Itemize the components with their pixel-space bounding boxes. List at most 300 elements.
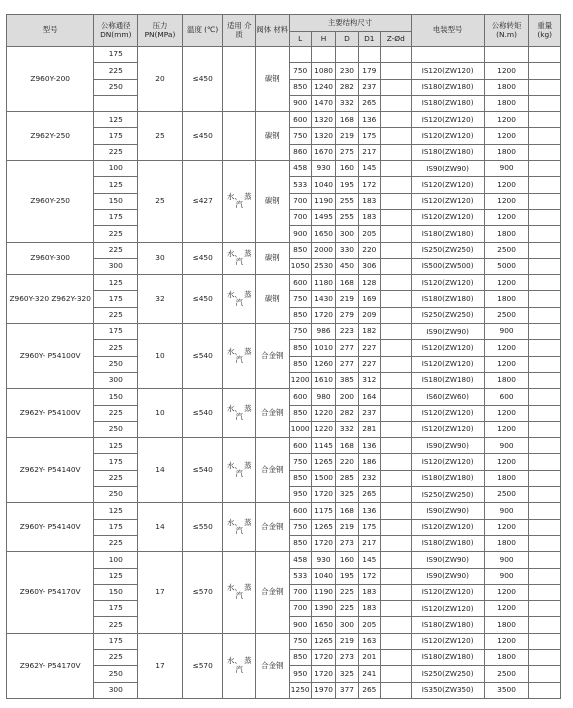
- medium-cell: 水、 蒸汽: [223, 503, 256, 552]
- dim-H-cell: 1010: [311, 340, 335, 356]
- dim-H-cell: 1670: [311, 144, 335, 160]
- dim-H-cell: 1040: [311, 568, 335, 584]
- dim-Z-cell: [381, 275, 412, 291]
- medium-cell: [223, 47, 256, 112]
- torque-cell: 2500: [484, 307, 529, 323]
- weight-cell: [529, 291, 561, 307]
- torque-cell: 900: [484, 552, 529, 568]
- dim-H-cell: 930: [311, 552, 335, 568]
- dim-L-cell: 900: [289, 95, 311, 111]
- model-cell: Z960Y-250: [7, 161, 94, 242]
- dim-Z-cell: [381, 421, 412, 437]
- dim-L-cell: 600: [289, 438, 311, 454]
- pn-cell: 10: [138, 389, 183, 438]
- dim-D1-cell: 201: [358, 649, 380, 665]
- col-header-Z: Z-Ød: [381, 32, 412, 47]
- dim-Z-cell: [381, 161, 412, 177]
- pn-cell: 30: [138, 242, 183, 275]
- dim-H-cell: 1145: [311, 438, 335, 454]
- table-row: [7, 552, 561, 568]
- material-cell: 合金钢: [256, 633, 290, 698]
- weight-cell: [529, 535, 561, 551]
- dn-cell: 225: [94, 649, 138, 665]
- torque-cell: 1200: [484, 519, 529, 535]
- model-cell: Z960Y- P54100V: [7, 324, 94, 389]
- pn-cell: 20: [138, 47, 183, 112]
- actuator-cell: IS180(ZW180): [411, 649, 484, 665]
- weight-cell: [529, 258, 561, 274]
- dim-Z-cell: [381, 682, 412, 698]
- medium-cell: 水、 蒸汽: [223, 633, 256, 698]
- dim-Z-cell: [381, 307, 412, 323]
- weight-cell: [529, 307, 561, 323]
- dim-D-cell: 225: [336, 584, 358, 600]
- dim-H-cell: 1180: [311, 275, 335, 291]
- weight-cell: [529, 275, 561, 291]
- weight-cell: [529, 470, 561, 486]
- dim-Z-cell: [381, 356, 412, 372]
- dim-D-cell: 195: [336, 568, 358, 584]
- col-header-L: L: [289, 32, 311, 47]
- dim-D-cell: 255: [336, 209, 358, 225]
- dn-cell: 150: [94, 584, 138, 600]
- dim-Z-cell: [381, 193, 412, 209]
- dim-Z-cell: [381, 226, 412, 242]
- weight-cell: [529, 226, 561, 242]
- model-cell: Z962Y- P54100V: [7, 389, 94, 438]
- actuator-cell: IS120(ZW120): [411, 275, 484, 291]
- col-header-pn: 压力 PN(MPa): [138, 15, 183, 47]
- torque-cell: 1200: [484, 405, 529, 421]
- dim-L-cell: 850: [289, 79, 311, 95]
- dim-D1-cell: 145: [358, 161, 380, 177]
- actuator-cell: IS90(ZW90): [411, 568, 484, 584]
- dim-L-cell: 950: [289, 666, 311, 682]
- dim-D-cell: 300: [336, 617, 358, 633]
- dim-Z-cell: [381, 63, 412, 79]
- dim-D1-cell: 237: [358, 405, 380, 421]
- dim-H-cell: 1220: [311, 421, 335, 437]
- dim-D-cell: 223: [336, 324, 358, 340]
- dn-cell: 175: [94, 324, 138, 340]
- dim-L-cell: 1050: [289, 258, 311, 274]
- dn-cell: [94, 95, 138, 111]
- model-cell: Z962Y-250: [7, 112, 94, 161]
- dim-D-cell: 300: [336, 226, 358, 242]
- dim-Z-cell: [381, 95, 412, 111]
- temp-cell: ≤540: [182, 324, 223, 389]
- dim-L-cell: 750: [289, 128, 311, 144]
- temp-cell: ≤550: [182, 503, 223, 552]
- torque-cell: 1200: [484, 584, 529, 600]
- dim-H-cell: 1265: [311, 633, 335, 649]
- table-body: [7, 47, 561, 699]
- weight-cell: [529, 79, 561, 95]
- torque-cell: 5000: [484, 258, 529, 274]
- dim-Z-cell: [381, 405, 412, 421]
- col-header-temp: 温度 (℃): [182, 15, 223, 47]
- spec-table-container: [6, 14, 561, 699]
- actuator-cell: IS120(ZW120): [411, 633, 484, 649]
- dim-D1-cell: 175: [358, 519, 380, 535]
- dim-Z-cell: [381, 324, 412, 340]
- torque-cell: 1200: [484, 275, 529, 291]
- dn-cell: 225: [94, 340, 138, 356]
- table-row: [7, 324, 561, 340]
- actuator-cell: IS500(ZW500): [411, 258, 484, 274]
- temp-cell: ≤450: [182, 242, 223, 275]
- dim-Z-cell: [381, 519, 412, 535]
- torque-cell: 1200: [484, 177, 529, 193]
- actuator-cell: IS180(ZW180): [411, 226, 484, 242]
- dim-H-cell: 1610: [311, 372, 335, 388]
- col-header-D: D: [336, 32, 358, 47]
- dim-Z-cell: [381, 617, 412, 633]
- dim-D-cell: [336, 47, 358, 63]
- dim-H-cell: 1220: [311, 405, 335, 421]
- dim-Z-cell: [381, 144, 412, 160]
- dn-cell: 225: [94, 470, 138, 486]
- dim-H-cell: 1320: [311, 128, 335, 144]
- dim-L-cell: 458: [289, 161, 311, 177]
- dim-D-cell: 330: [336, 242, 358, 258]
- dim-L-cell: 1200: [289, 372, 311, 388]
- dim-D1-cell: 306: [358, 258, 380, 274]
- dim-L-cell: 850: [289, 649, 311, 665]
- dim-Z-cell: [381, 258, 412, 274]
- torque-cell: 1800: [484, 649, 529, 665]
- dim-D1-cell: 136: [358, 503, 380, 519]
- torque-cell: 1200: [484, 209, 529, 225]
- dim-D-cell: 160: [336, 161, 358, 177]
- dim-L-cell: 600: [289, 503, 311, 519]
- material-cell: 合金钢: [256, 324, 290, 389]
- dn-cell: 175: [94, 47, 138, 63]
- torque-cell: 1200: [484, 356, 529, 372]
- dim-H-cell: 1265: [311, 519, 335, 535]
- actuator-cell: IS120(ZW120): [411, 421, 484, 437]
- actuator-cell: IS350(ZW350): [411, 682, 484, 698]
- dim-D1-cell: 179: [358, 63, 380, 79]
- dn-cell: 250: [94, 666, 138, 682]
- dim-D1-cell: 227: [358, 340, 380, 356]
- table-row: [7, 438, 561, 454]
- model-cell: Z960Y- P54140V: [7, 503, 94, 552]
- dn-cell: 175: [94, 209, 138, 225]
- actuator-cell: IS120(ZW120): [411, 340, 484, 356]
- medium-cell: 水、 蒸汽: [223, 324, 256, 389]
- dim-L-cell: 850: [289, 307, 311, 323]
- actuator-cell: IS180(ZW180): [411, 144, 484, 160]
- torque-cell: 1200: [484, 340, 529, 356]
- dim-D-cell: 219: [336, 519, 358, 535]
- dim-D1-cell: 172: [358, 177, 380, 193]
- dim-D-cell: 219: [336, 128, 358, 144]
- torque-cell: 1800: [484, 95, 529, 111]
- dim-Z-cell: [381, 503, 412, 519]
- medium-cell: 水、 蒸汽: [223, 242, 256, 275]
- weight-cell: [529, 666, 561, 682]
- dim-H-cell: 1390: [311, 601, 335, 617]
- dim-Z-cell: [381, 112, 412, 128]
- dim-D-cell: 168: [336, 503, 358, 519]
- dim-L-cell: 900: [289, 617, 311, 633]
- dim-H-cell: 1430: [311, 291, 335, 307]
- dim-D-cell: 219: [336, 633, 358, 649]
- dim-D1-cell: 237: [358, 79, 380, 95]
- table-header: [7, 15, 561, 47]
- dim-L-cell: 850: [289, 356, 311, 372]
- dim-D-cell: 332: [336, 95, 358, 111]
- dim-L-cell: 700: [289, 209, 311, 225]
- dim-H-cell: 1720: [311, 649, 335, 665]
- dim-D-cell: 450: [336, 258, 358, 274]
- dim-D-cell: 275: [336, 144, 358, 160]
- dim-Z-cell: [381, 438, 412, 454]
- dim-L-cell: 458: [289, 552, 311, 568]
- weight-cell: [529, 584, 561, 600]
- pn-cell: 17: [138, 633, 183, 698]
- dim-D1-cell: [358, 47, 380, 63]
- dim-D-cell: 219: [336, 291, 358, 307]
- dn-cell: 225: [94, 307, 138, 323]
- dim-D-cell: 220: [336, 454, 358, 470]
- dim-D1-cell: 163: [358, 633, 380, 649]
- dn-cell: 300: [94, 682, 138, 698]
- dim-D-cell: 225: [336, 601, 358, 617]
- pn-cell: 25: [138, 112, 183, 161]
- dim-H-cell: 1500: [311, 470, 335, 486]
- dim-D1-cell: 209: [358, 307, 380, 323]
- dim-H-cell: 1970: [311, 682, 335, 698]
- medium-cell: 水、 蒸汽: [223, 161, 256, 242]
- medium-cell: 水、 蒸汽: [223, 275, 256, 324]
- torque-cell: 1200: [484, 454, 529, 470]
- actuator-cell: IS180(ZW180): [411, 291, 484, 307]
- header-row-1: [7, 15, 561, 32]
- torque-cell: 1200: [484, 601, 529, 617]
- torque-cell: 1800: [484, 372, 529, 388]
- dim-D1-cell: 183: [358, 193, 380, 209]
- dim-D1-cell: 186: [358, 454, 380, 470]
- actuator-cell: IS180(ZW180): [411, 470, 484, 486]
- dim-H-cell: 1720: [311, 307, 335, 323]
- temp-cell: ≤570: [182, 552, 223, 633]
- torque-cell: 1200: [484, 128, 529, 144]
- dim-Z-cell: [381, 209, 412, 225]
- dim-D1-cell: 183: [358, 209, 380, 225]
- dim-D1-cell: 205: [358, 617, 380, 633]
- pn-cell: 32: [138, 275, 183, 324]
- temp-cell: ≤427: [182, 161, 223, 242]
- dim-D1-cell: 164: [358, 389, 380, 405]
- material-cell: 碳钢: [256, 275, 290, 324]
- dn-cell: 125: [94, 568, 138, 584]
- torque-cell: 1200: [484, 421, 529, 437]
- material-cell: 合金钢: [256, 503, 290, 552]
- dn-cell: 250: [94, 79, 138, 95]
- dim-Z-cell: [381, 291, 412, 307]
- torque-cell: 900: [484, 503, 529, 519]
- dim-H-cell: 1260: [311, 356, 335, 372]
- dim-D1-cell: 205: [358, 226, 380, 242]
- dim-Z-cell: [381, 177, 412, 193]
- dim-Z-cell: [381, 535, 412, 551]
- actuator-cell: IS250(ZW250): [411, 307, 484, 323]
- dn-cell: 225: [94, 405, 138, 421]
- torque-cell: [484, 47, 529, 63]
- torque-cell: 900: [484, 568, 529, 584]
- dim-D1-cell: 281: [358, 421, 380, 437]
- dim-Z-cell: [381, 128, 412, 144]
- dim-D-cell: 273: [336, 535, 358, 551]
- col-header-H: H: [311, 32, 335, 47]
- col-header-D1: D1: [358, 32, 380, 47]
- dim-D1-cell: 232: [358, 470, 380, 486]
- torque-cell: 2500: [484, 242, 529, 258]
- dim-H-cell: 1495: [311, 209, 335, 225]
- dim-D-cell: 200: [336, 389, 358, 405]
- torque-cell: 2500: [484, 666, 529, 682]
- weight-cell: [529, 617, 561, 633]
- weight-cell: [529, 568, 561, 584]
- actuator-cell: IS60(ZW60): [411, 389, 484, 405]
- dim-L-cell: 533: [289, 177, 311, 193]
- actuator-cell: IS90(ZW90): [411, 503, 484, 519]
- torque-cell: 1200: [484, 633, 529, 649]
- weight-cell: [529, 438, 561, 454]
- dim-H-cell: 1650: [311, 226, 335, 242]
- actuator-cell: IS180(ZW180): [411, 617, 484, 633]
- material-cell: 碳钢: [256, 47, 290, 112]
- actuator-cell: IS90(ZW90): [411, 161, 484, 177]
- dim-D1-cell: 183: [358, 601, 380, 617]
- dn-cell: 125: [94, 438, 138, 454]
- dim-L-cell: 750: [289, 324, 311, 340]
- dn-cell: 175: [94, 291, 138, 307]
- weight-cell: [529, 63, 561, 79]
- model-cell: Z960Y-200: [7, 47, 94, 112]
- weight-cell: [529, 649, 561, 665]
- dn-cell: 225: [94, 63, 138, 79]
- dn-cell: 125: [94, 503, 138, 519]
- dn-cell: 225: [94, 242, 138, 258]
- model-cell: Z960Y- P54170V: [7, 552, 94, 633]
- dn-cell: 250: [94, 487, 138, 503]
- torque-cell: 900: [484, 438, 529, 454]
- weight-cell: [529, 242, 561, 258]
- weight-cell: [529, 356, 561, 372]
- material-cell: 合金钢: [256, 552, 290, 633]
- weight-cell: [529, 95, 561, 111]
- dim-H-cell: 1320: [311, 112, 335, 128]
- torque-cell: 1200: [484, 63, 529, 79]
- torque-cell: 1800: [484, 144, 529, 160]
- dim-D1-cell: 227: [358, 356, 380, 372]
- weight-cell: [529, 601, 561, 617]
- dim-L-cell: 700: [289, 193, 311, 209]
- temp-cell: ≤570: [182, 633, 223, 698]
- dim-Z-cell: [381, 340, 412, 356]
- dim-D1-cell: 312: [358, 372, 380, 388]
- dim-L-cell: 750: [289, 63, 311, 79]
- weight-cell: [529, 519, 561, 535]
- weight-cell: [529, 128, 561, 144]
- table-row: [7, 503, 561, 519]
- weight-cell: [529, 209, 561, 225]
- dim-D-cell: 195: [336, 177, 358, 193]
- dim-D1-cell: 145: [358, 552, 380, 568]
- actuator-cell: IS120(ZW120): [411, 454, 484, 470]
- dim-H-cell: 1720: [311, 487, 335, 503]
- dim-L-cell: 850: [289, 405, 311, 421]
- dim-H-cell: 1720: [311, 666, 335, 682]
- dim-D1-cell: 128: [358, 275, 380, 291]
- dim-H-cell: 1190: [311, 584, 335, 600]
- torque-cell: 1800: [484, 291, 529, 307]
- dim-L-cell: 750: [289, 633, 311, 649]
- dim-H-cell: 1720: [311, 535, 335, 551]
- dim-D-cell: 230: [336, 63, 358, 79]
- model-cell: Z962Y- P54140V: [7, 438, 94, 503]
- material-cell: 合金钢: [256, 389, 290, 438]
- dim-L-cell: 600: [289, 112, 311, 128]
- dim-D-cell: 377: [336, 682, 358, 698]
- dn-cell: 225: [94, 535, 138, 551]
- dim-L-cell: 850: [289, 340, 311, 356]
- weight-cell: [529, 682, 561, 698]
- temp-cell: ≤540: [182, 438, 223, 503]
- dn-cell: 150: [94, 193, 138, 209]
- actuator-cell: IS180(ZW180): [411, 535, 484, 551]
- table-row: [7, 112, 561, 128]
- col-header-dims-group: 主要结构尺寸: [289, 15, 411, 32]
- col-header-medium: 适用 介质: [223, 15, 256, 47]
- material-cell: 碳钢: [256, 161, 290, 242]
- dim-H-cell: 1040: [311, 177, 335, 193]
- actuator-cell: IS120(ZW120): [411, 405, 484, 421]
- actuator-cell: IS120(ZW120): [411, 209, 484, 225]
- actuator-cell: IS120(ZW120): [411, 584, 484, 600]
- dim-D1-cell: 241: [358, 666, 380, 682]
- weight-cell: [529, 421, 561, 437]
- dim-D-cell: 277: [336, 356, 358, 372]
- dn-cell: 175: [94, 454, 138, 470]
- dn-cell: 175: [94, 519, 138, 535]
- dim-Z-cell: [381, 454, 412, 470]
- material-cell: 合金钢: [256, 438, 290, 503]
- dn-cell: 125: [94, 112, 138, 128]
- dim-D-cell: 282: [336, 79, 358, 95]
- weight-cell: [529, 633, 561, 649]
- torque-cell: 1200: [484, 112, 529, 128]
- dim-L-cell: 700: [289, 601, 311, 617]
- weight-cell: [529, 144, 561, 160]
- dim-L-cell: 750: [289, 291, 311, 307]
- weight-cell: [529, 324, 561, 340]
- dn-cell: 225: [94, 144, 138, 160]
- weight-cell: [529, 389, 561, 405]
- dim-D1-cell: 217: [358, 144, 380, 160]
- weight-cell: [529, 161, 561, 177]
- dim-L-cell: 850: [289, 470, 311, 486]
- dim-D-cell: 160: [336, 552, 358, 568]
- dim-Z-cell: [381, 568, 412, 584]
- medium-cell: [223, 112, 256, 161]
- dim-Z-cell: [381, 666, 412, 682]
- dim-D-cell: 285: [336, 470, 358, 486]
- weight-cell: [529, 340, 561, 356]
